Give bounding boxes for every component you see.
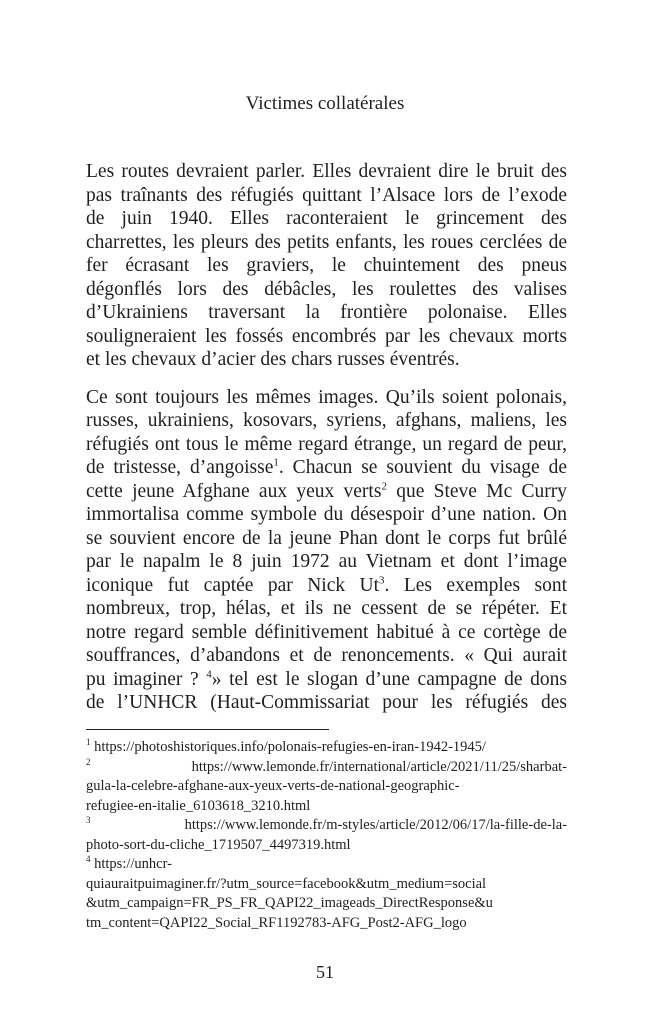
text-line: se souvient encore de la jeune Phan dont le corps fut brûlé (86, 527, 567, 549)
text-fragment: . Les exemples sont (384, 574, 567, 596)
text-line (86, 456, 567, 480)
text-line (86, 574, 567, 598)
footnote-number: 1 (86, 737, 91, 748)
footnote-4-cont[interactable]: quiauraitpuimaginer.fr/?utm_source=facebook&utm_medium=social (86, 875, 487, 892)
footnote-2-cont[interactable]: gula-la-celebre-afghane-aux-yeux-verts-de-national-geographic- (86, 778, 460, 794)
text-fragment: » tel est le slogan d’une campagne de dons (211, 668, 567, 690)
text-line: de juin 1940. Elles raconteraient le grincement des (86, 208, 567, 229)
chapter-title: Victimes collatérales (245, 93, 405, 114)
text-line: fer écrasant les graviers, le chuintement des pneus (86, 255, 567, 276)
footnote-number: 4 (86, 854, 91, 865)
footnote-4-cont[interactable]: &utm_campaign=FR_PS_FR_QAPI22_imageads_DirectResponse&u (86, 895, 493, 911)
text-fragment: que Steve Mc Curry (386, 480, 567, 502)
footnote-link[interactable]: https://www.lemonde.fr/m-styles/article/2012/06/17/la-fille-de-la- (184, 817, 567, 833)
footnote-link[interactable]: https://photoshistoriques.info/polonais-refugies-en-iran-1942-1945/ (94, 739, 486, 755)
footnote-number: 3 (86, 815, 91, 826)
text-line: souffrances, d’abandons et de renoncements. « Qui aurait (86, 645, 567, 666)
footnote-3-cont[interactable]: photo-sort-du-cliche_1719507_4497319.html (86, 836, 351, 853)
footnote-4-cont[interactable]: tm_content=QAPI22_Social_RF1192783-AFG_Post2-AFG_logo (86, 914, 467, 931)
footnote-ref-4[interactable]: 4 (206, 668, 212, 680)
text-fragment: iconique fut captée par Nick Ut (86, 574, 380, 596)
paragraph-2 (86, 386, 567, 715)
text-line: pas traînants des réfugiés quittant l’Alsace lors de l’exode (86, 184, 567, 206)
text-line: et les chevaux d’acier des chars russes éventrés. (86, 349, 460, 370)
footnote-4 (86, 855, 567, 875)
text-fragment: de tristesse, d’angoisse (86, 457, 274, 478)
body-text (86, 160, 567, 727)
footnote-2-cont[interactable]: refugiee-en-italie_6103618_3210.html (86, 797, 311, 814)
text-line: russes, ukrainiens, kosovars, syriens, afghans, maliens, les (86, 410, 567, 431)
text-line: Les routes devraient parler. Elles devraient dire le bruit des (86, 161, 567, 182)
text-line: dégonflés lors des débâcles, les roulettes des valises (86, 278, 567, 300)
footnote-link[interactable]: https://unhcr- (94, 856, 172, 872)
text-line (86, 668, 567, 692)
paragraph-1 (86, 160, 567, 372)
page-number: 51 (316, 962, 334, 982)
footnote-ref-2[interactable]: 2 (381, 480, 387, 492)
footnote-3 (86, 816, 567, 836)
text-line: notre regard semble définitivement habitué à ce cortège de (86, 621, 567, 643)
text-line: de l’UNHCR (Haut-Commissariat pour les réfugiés des (86, 692, 567, 713)
footnote-ref-1[interactable]: 1 (273, 456, 279, 469)
footnotes (86, 738, 567, 933)
text-line: d’Ukrainiens traversant la frontière polonaise. Elles (86, 302, 567, 323)
footnote-number: 2 (86, 756, 91, 767)
footnote-ref-3[interactable]: 3 (379, 574, 385, 586)
text-fragment: . Chacun se souvient du visage de (278, 457, 567, 478)
text-fragment: pu imaginer ? (86, 668, 207, 690)
text-fragment: cette jeune Afghane aux yeux verts (86, 480, 382, 502)
footnote-2 (86, 758, 567, 778)
text-line: réfugiés ont tous le même regard étrange, un regard de peur, (86, 433, 567, 455)
text-line: charrettes, les pleurs des petits enfants, les roues cerclées de (86, 231, 567, 253)
text-line: souligneraient les fossés encombrés par les chevaux morts (86, 325, 567, 347)
text-line (86, 480, 567, 504)
footnote-link[interactable]: https://www.lemonde.fr/international/article/2021/11/25/sharbat- (191, 758, 567, 775)
text-line: Ce sont toujours les mêmes images. Qu’ils soient polonais, (86, 386, 567, 408)
text-line: par le napalm le 8 juin 1972 au Vietnam et dont l’image (86, 551, 567, 572)
footnote-separator (86, 729, 329, 730)
text-line: nombreux, trop, hélas, et ils ne cessent de se répéter. Et (86, 598, 567, 619)
footnote-1 (86, 738, 567, 758)
text-line: immortalisa comme symbole du désespoir d’une nation. On (86, 504, 567, 525)
